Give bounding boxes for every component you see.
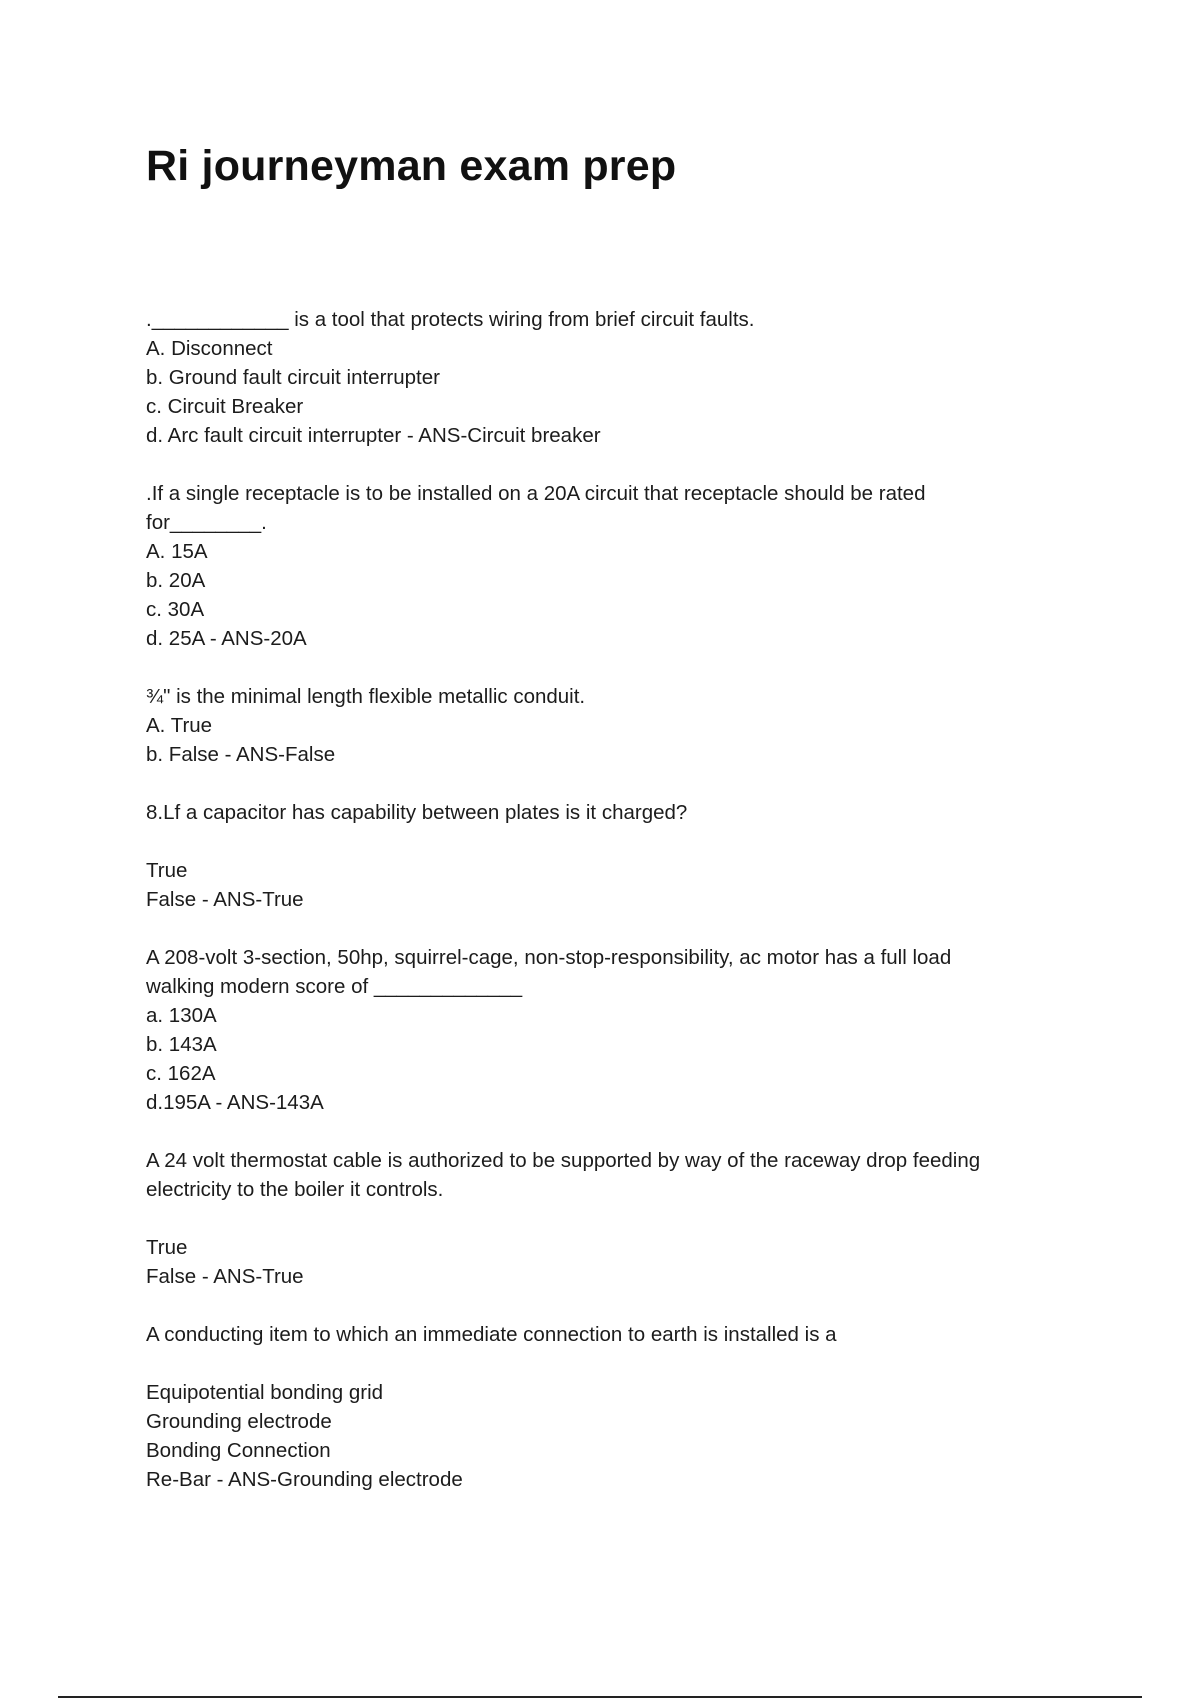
question-text: for________. bbox=[146, 511, 267, 534]
question-list bbox=[146, 305, 1086, 1523]
question-block bbox=[146, 1320, 1086, 1494]
question-block bbox=[146, 1146, 1086, 1291]
question-text: ¾" is the minimal length flexible metallic conduit. bbox=[146, 685, 586, 708]
answer-option: True bbox=[146, 859, 188, 882]
answer-option: b. False - ANS-False bbox=[146, 743, 336, 766]
answer-option: d. Arc fault circuit interrupter - ANS-Circuit breaker bbox=[146, 424, 601, 447]
answer-option: False - ANS-True bbox=[146, 1265, 304, 1288]
blank-line bbox=[146, 1204, 1086, 1233]
answer-option: A. 15A bbox=[146, 540, 208, 563]
question-text: .____________ is a tool that protects wiring from brief circuit faults. bbox=[146, 308, 755, 331]
answer-option: A. True bbox=[146, 714, 213, 737]
answer-option: True bbox=[146, 1236, 188, 1259]
page-bottom-rule bbox=[58, 1696, 1142, 1698]
answer-option: c. 162A bbox=[146, 1062, 216, 1085]
answer-option: A. Disconnect bbox=[146, 337, 273, 360]
question-text: A 24 volt thermostat cable is authorized to be supported by way of the raceway drop feeding bbox=[146, 1149, 981, 1172]
question-text: A 208-volt 3-section, 50hp, squirrel-cage, non-stop-responsibility, ac motor has a full load bbox=[146, 946, 952, 969]
question-block bbox=[146, 682, 1086, 769]
answer-option: b. Ground fault circuit interrupter bbox=[146, 366, 440, 389]
answer-option: c. Circuit Breaker bbox=[146, 395, 304, 418]
question-text: 8.Lf a capacitor has capability between plates is it charged? bbox=[146, 801, 688, 824]
question-text: electricity to the boiler it controls. bbox=[146, 1178, 444, 1201]
answer-option: c. 30A bbox=[146, 598, 205, 621]
question-text: walking modern score of _____________ bbox=[146, 975, 523, 998]
answer-option: Re-Bar - ANS-Grounding electrode bbox=[146, 1468, 463, 1491]
document-title: Ri journeyman exam prep bbox=[146, 142, 677, 190]
question-block bbox=[146, 943, 1086, 1117]
question-block bbox=[146, 798, 1086, 914]
answer-option: Grounding electrode bbox=[146, 1410, 332, 1433]
answer-option: a. 130A bbox=[146, 1004, 217, 1027]
answer-option: Bonding Connection bbox=[146, 1439, 331, 1462]
question-block bbox=[146, 479, 1086, 653]
answer-option: d.195A - ANS-143A bbox=[146, 1091, 324, 1114]
answer-option: d. 25A - ANS-20A bbox=[146, 627, 307, 650]
answer-option: b. 143A bbox=[146, 1033, 217, 1056]
blank-line bbox=[146, 1349, 1086, 1378]
question-text: .If a single receptacle is to be installed on a 20A circuit that receptacle should be rated bbox=[146, 482, 926, 505]
blank-line bbox=[146, 827, 1086, 856]
question-text: A conducting item to which an immediate connection to earth is installed is a bbox=[146, 1323, 837, 1346]
answer-option: False - ANS-True bbox=[146, 888, 304, 911]
answer-option: Equipotential bonding grid bbox=[146, 1381, 384, 1404]
answer-option: b. 20A bbox=[146, 569, 206, 592]
question-block bbox=[146, 305, 1086, 450]
